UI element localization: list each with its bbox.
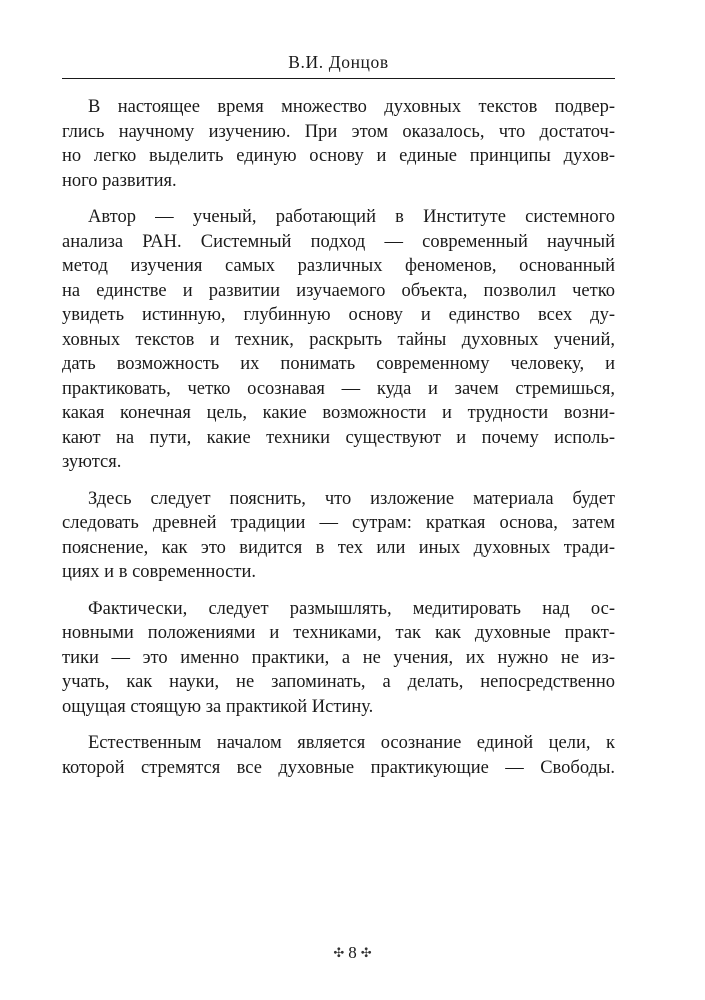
ornament-left-icon: ✣ xyxy=(333,945,345,960)
text-line: но легко выделить единую основу и единые принципы духов- xyxy=(62,146,615,166)
text-line: Естественным началом является осознание единой цели, к xyxy=(88,733,615,753)
running-header: В.И. Донцов xyxy=(288,52,389,72)
text-line: зуются. xyxy=(62,452,122,472)
text-line: метод изучения самых различных феноменов, основанный xyxy=(62,256,615,276)
text-line: Автор — ученый, работающий в Институте системного xyxy=(88,207,615,227)
paragraph-5 xyxy=(62,731,615,780)
header-rule xyxy=(62,78,615,79)
text-line: ного развития. xyxy=(62,170,177,191)
text-line: Фактически, следует размышлять, медитировать над ос- xyxy=(88,598,615,619)
text-line: циях и в современности. xyxy=(62,562,256,582)
text-line: В настоящее время множество духовных текстов подвер- xyxy=(88,97,615,117)
text-line: новными положениями и техниками, так как духовные практ- xyxy=(62,623,615,643)
text-line: следовать древней традиции — сутрам: краткая основа, затем xyxy=(62,513,615,533)
page-footer xyxy=(0,943,705,963)
paragraph-1 xyxy=(62,95,615,193)
text-line: увидеть истинную, глубинную основу и единство всех ду- xyxy=(62,305,615,325)
text-line: какая конечная цель, какие возможности и трудности возни- xyxy=(62,403,615,423)
text-line: глись научному изучению. При этом оказалось, что достаточ- xyxy=(62,121,615,142)
paragraph-3 xyxy=(62,487,615,585)
text-line: которой стремятся все духовные практикующие — Свободы. xyxy=(62,757,615,778)
text-line: пояснение, как это видится в тех или иных духовных тради- xyxy=(62,537,615,558)
text-line: ховных текстов и техник, раскрыть тайны духовных учений, xyxy=(62,329,615,350)
page-number: 8 xyxy=(348,943,357,962)
text-line: тики — это именно практики, а не учения, их нужно не из- xyxy=(62,647,615,668)
body-text xyxy=(62,95,615,792)
text-line: кают на пути, какие техники существуют и почему исполь- xyxy=(62,427,615,448)
paragraph-2 xyxy=(62,205,615,475)
text-line: анализа РАН. Системный подход — современный научный xyxy=(62,231,615,252)
text-line: на единстве и развитии изучаемого объекта, позволил четко xyxy=(62,280,615,301)
paragraph-4 xyxy=(62,597,615,720)
text-line: учать, как науки, не запоминать, а делать, непосредственно xyxy=(62,672,615,692)
text-line: ощущая стоящую за практикой Истину. xyxy=(62,696,374,717)
text-line: дать возможность их понимать современному человеку, и xyxy=(62,354,615,374)
text-line: практиковать, четко осознавая — куда и зачем стремишься, xyxy=(62,378,615,399)
text-line: Здесь следует пояснить, что изложение материала будет xyxy=(88,488,615,509)
ornament-right-icon: ✣ xyxy=(360,945,372,960)
